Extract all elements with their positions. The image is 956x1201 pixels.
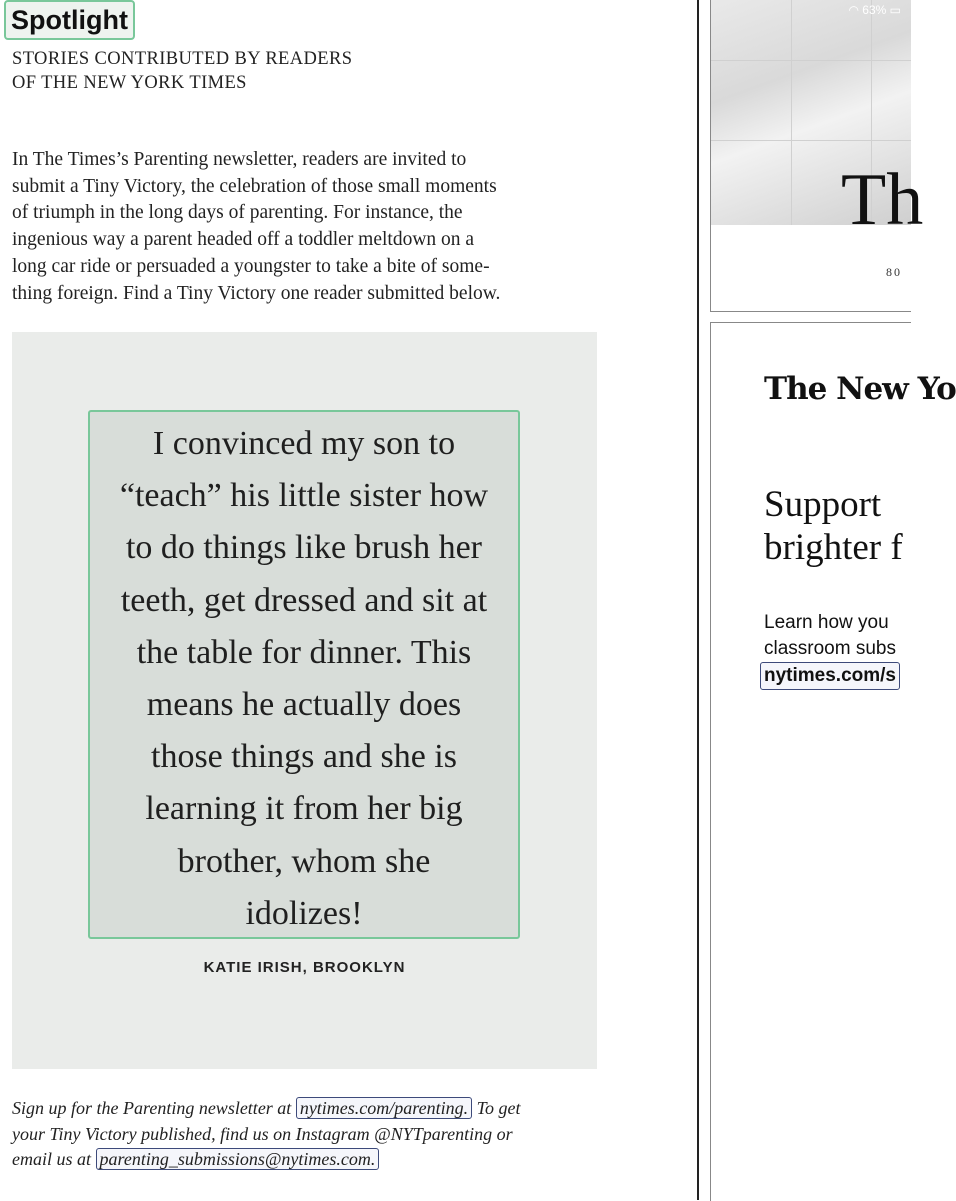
intro-line: of triumph in the long days of parenting. For instance, the: [12, 202, 463, 224]
tiny-victory-card: [12, 332, 597, 1069]
quote-line: “teach” his little sister how: [119, 477, 489, 515]
quote-line: teeth, get dressed and sit at: [120, 581, 488, 619]
intro-line: thing foreign. Find a Tiny Victory one reader submitted below.: [12, 282, 501, 304]
parenting-newsletter-link[interactable]: nytimes.com/parenting.: [296, 1097, 472, 1119]
spotlight-kicker: [12, 47, 432, 95]
intro-line: ingenious way a parent headed off a toddler meltdown on a: [12, 229, 475, 251]
ad-learn-text: [764, 610, 900, 690]
quote-line: those things and she is: [151, 738, 457, 776]
footer-text: email us at: [12, 1149, 91, 1169]
column-divider: [697, 0, 699, 1200]
ad-support-heading: [764, 483, 903, 569]
ad-headline-letters: Th: [841, 159, 924, 241]
nyt-logo: The New Yo: [764, 371, 956, 407]
intro-line: long car ride or persuaded a youngster to take a bite of some-: [12, 255, 490, 277]
grid-line: [711, 60, 911, 61]
footer-line: [12, 1147, 612, 1173]
footer-text: Sign up for the Parenting newsletter at: [12, 1098, 292, 1118]
learn-line: classroom subs: [764, 638, 896, 659]
quote-text: [90, 418, 518, 940]
quote-box[interactable]: [88, 410, 520, 939]
footer-text: To get: [476, 1098, 521, 1118]
intro-line: In The Times’s Parenting newsletter, readers are invited to: [12, 149, 467, 170]
kicker-line: STORIES CONTRIBUTED BY READERS: [12, 49, 353, 69]
quote-attribution: KATIE IRISH, BROOKLYN: [203, 959, 406, 976]
ad-link[interactable]: nytimes.com/s: [760, 662, 900, 690]
quote-line: brother, whom she: [177, 842, 431, 880]
ad-panel-bottom[interactable]: [710, 322, 956, 1201]
support-line: Support: [764, 484, 882, 525]
quote-line: means he actually does: [146, 686, 462, 724]
battery-icon: ▭: [889, 3, 901, 17]
spotlight-title[interactable]: Spotlight: [4, 0, 135, 40]
footer-note: [12, 1096, 612, 1173]
quote-line: to do things like brush her: [125, 529, 483, 567]
learn-line: Learn how you: [764, 612, 889, 633]
wifi-icon: ◠: [848, 3, 859, 17]
intro-paragraph: [12, 147, 612, 307]
footer-line: your Tiny Victory published, find us on Instagram @NYTparenting or: [12, 1123, 513, 1144]
support-line: brighter f: [764, 527, 903, 568]
submissions-email-link[interactable]: parenting_submissions@nytimes.com.: [96, 1148, 380, 1170]
quote-line: idolizes!: [245, 894, 363, 932]
quote-line: the table for dinner. This: [136, 633, 472, 671]
intro-line: submit a Tiny Victory, the celebration of those small moments: [12, 175, 497, 197]
battery-status: [848, 3, 901, 17]
ad-number: 80: [886, 265, 902, 279]
grid-line: [791, 0, 792, 225]
footer-line: [12, 1096, 612, 1122]
ad-panel-top[interactable]: [710, 0, 924, 312]
grid-line: [711, 140, 911, 141]
kicker-line: OF THE NEW YORK TIMES: [12, 73, 247, 93]
quote-line: I convinced my son to: [152, 425, 456, 462]
battery-percent: 63%: [862, 3, 887, 17]
quote-line: learning it from her big: [145, 790, 463, 828]
